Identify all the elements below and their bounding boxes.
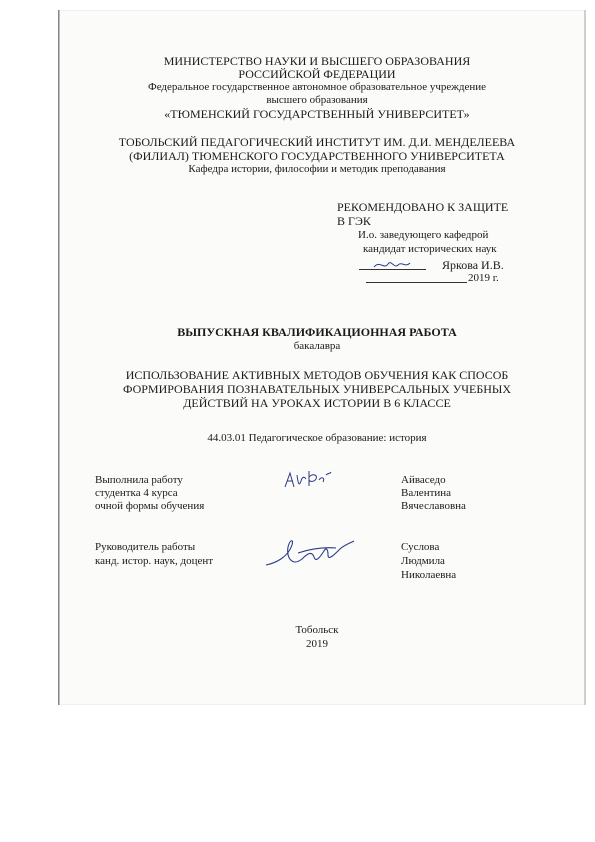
scan-left-edge <box>58 10 60 705</box>
department-name: Кафедра истории, философии и методик преподавания <box>188 163 446 175</box>
scan-right-edge <box>584 10 586 705</box>
author-name-line-2: Валентина <box>401 487 452 499</box>
author-role-line-2: студентка 4 курса <box>95 487 178 499</box>
footer-year: 2019 <box>306 638 328 650</box>
supervisor-signature <box>262 535 358 573</box>
author-role-line-1: Выполнила работу <box>95 474 183 486</box>
university-name: «ТЮМЕНСКИЙ ГОСУДАРСТВЕННЫЙ УНИВЕРСИТЕТ» <box>164 107 470 121</box>
institution-line-2: высшего образования <box>266 94 368 106</box>
author-name-line-1: Айваседо <box>401 474 446 486</box>
work-title-line-3: ДЕЙСТВИЙ НА УРОКАХ ИСТОРИИ В 6 КЛАССЕ <box>183 396 451 410</box>
author-name-line-3: Вячеславовна <box>401 500 466 512</box>
approval-line-2: В ГЭК <box>337 214 371 228</box>
supervisor-role-line-1: Руководитель работы <box>95 541 196 553</box>
approval-line-1: РЕКОМЕНДОВАНО К ЗАЩИТЕ <box>337 200 509 214</box>
branch-line-1: ТОБОЛЬСКИЙ ПЕДАГОГИЧЕСКИЙ ИНСТИТУТ ИМ. Д.И. МЕНДЕЛЕЕВА <box>118 135 516 149</box>
branch-line-2: (ФИЛИАЛ) ТЮМЕНСКОГО ГОСУДАРСТВЕННОГО УНИВЕРСИТЕТА <box>129 149 505 163</box>
supervisor-name-line-3: Николаевна <box>401 569 457 581</box>
approval-name: Яркова И.В. <box>442 258 504 272</box>
ministry-line-2: РОССИЙСКОЙ ФЕДЕРАЦИИ <box>238 67 396 81</box>
work-title-line-2: ФОРМИРОВАНИЯ ПОЗНАВАТЕЛЬНЫХ УНИВЕРСАЛЬНЫХ УЧЕБНЫХ <box>122 382 512 396</box>
approval-position: И.о. заведующего кафедрой <box>358 229 489 241</box>
approval-year: 2019 г. <box>468 272 499 284</box>
work-level: бакалавра <box>293 340 341 352</box>
institution-line-1: Федеральное государственное автономное образовательное учреждение <box>148 81 486 93</box>
supervisor-name-line-2: Людмила <box>401 555 445 567</box>
approval-date-line <box>366 282 467 283</box>
ministry-line-1: МИНИСТЕРСТВО НАУКИ И ВЫСШЕГО ОБРАЗОВАНИЯ <box>163 54 471 68</box>
author-signature <box>283 467 333 491</box>
work-title-line-1: ИСПОЛЬЗОВАНИЕ АКТИВНЫХ МЕТОДОВ ОБУЧЕНИЯ КАК СПОСОБ <box>125 368 509 382</box>
author-role-line-3: очной формы обучения <box>95 500 205 512</box>
supervisor-role-line-2: канд. истор. наук, доцент <box>95 555 214 567</box>
approval-degree: кандидат исторических наук <box>363 243 497 255</box>
work-specialty: 44.03.01 Педагогическое образование: история <box>207 432 427 444</box>
footer-city: Тобольск <box>295 624 339 636</box>
work-type: ВЫПУСКНАЯ КВАЛИФИКАЦИОННАЯ РАБОТА <box>177 325 457 339</box>
approval-signature <box>372 256 412 272</box>
supervisor-name-line-1: Суслова <box>401 541 440 553</box>
